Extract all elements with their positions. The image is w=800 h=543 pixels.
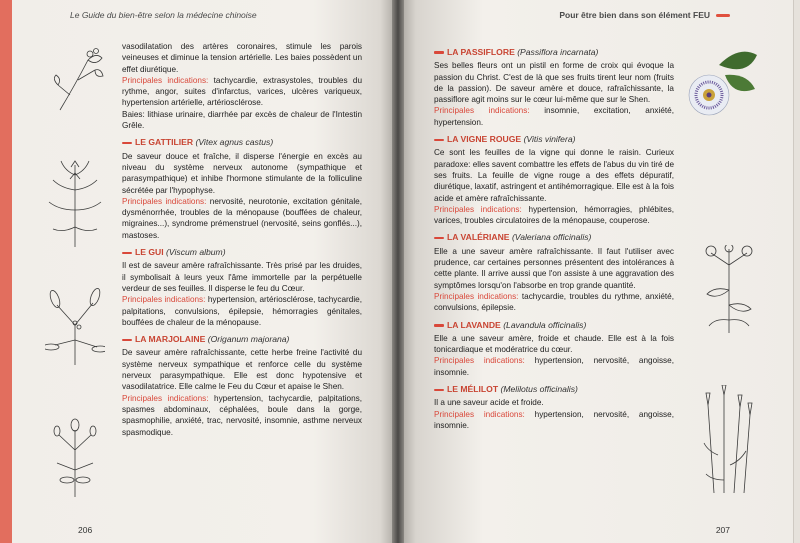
entry-heading xyxy=(434,134,674,145)
entry-gattilier xyxy=(122,137,362,241)
entry-latin: (Lavandula officinalis) xyxy=(503,319,587,330)
entry-vigne-rouge xyxy=(434,134,674,226)
indications-label: Principales indications: xyxy=(434,291,519,301)
intro-paragraph: vasodilatation des artères coronaires, stimule les parois veineuses et diminue la tension artérielle. Les baies possèdent un effet diurétique. xyxy=(122,42,362,74)
entry-latin: (Vitex agnus castus) xyxy=(195,137,274,148)
heading-dash-icon xyxy=(434,389,444,392)
indications-label: Principales indications: xyxy=(434,409,525,419)
book-gutter xyxy=(392,0,404,543)
entry-name: LA VALÉRIANE xyxy=(447,232,510,243)
indications-label: Principales indications: xyxy=(122,75,209,85)
entry-name: LE GATTILIER xyxy=(135,137,194,148)
heading-dash-icon xyxy=(122,252,132,255)
entry-text: De saveur douce et fraîche, il disperse l'énergie en excès au niveau du système nerveux autonome (sympathique et parasympathique) et inhibe l'hormone stimulante de la folliculine sécrétée par l'hypophyse. xyxy=(122,151,362,195)
entry-heading xyxy=(434,47,674,58)
indications-text: hypertension, hémorragies, phlébites, varices, troubles circulatoires de la ménopause, couperose. xyxy=(434,204,674,226)
entry-latin: (Melilotus officinalis) xyxy=(500,384,578,395)
entry-latin: (Viscum album) xyxy=(166,247,226,258)
valerian-illustration-icon xyxy=(699,245,759,335)
entry-indications xyxy=(434,291,674,314)
entry-name: LA VIGNE ROUGE xyxy=(447,134,522,145)
entry-indications xyxy=(122,196,362,241)
entry-text: Ses belles fleurs ont un pistil en forme de croix qui évoque la passion du Christ. C'est de là que ses fruits tirent leur nom (fruits de la passion). De saveur amère et douce, rafraîchissante, la passiflore agit moins sur le cœur lui-même que sur le Shen. xyxy=(434,61,674,105)
page-number-left: 206 xyxy=(78,525,93,535)
intro-berries: Baies: lithiase urinaire, diarrhée par excès de chaleur de l'Intestin Grêle. xyxy=(122,109,362,131)
indications-text: hypertension, nervosité, angoisse, insomnie. xyxy=(434,409,674,430)
entry-name: LE MÉLILOT xyxy=(447,384,499,395)
intro-indications xyxy=(122,75,362,109)
entry-heading xyxy=(434,232,674,243)
indications-text: hypertension, nervosité, angoisse, insomnie. xyxy=(434,356,674,377)
mistletoe-illustration-icon xyxy=(45,285,105,370)
entry-melilot xyxy=(434,384,674,431)
running-head-right xyxy=(559,10,730,20)
indications-label: Principales indications: xyxy=(122,393,209,403)
entry-lavande xyxy=(434,320,674,378)
passionflower-illustration-icon xyxy=(679,45,759,125)
chasteberry-illustration-icon xyxy=(45,155,105,250)
heading-dash-icon xyxy=(434,139,444,142)
entry-heading xyxy=(122,334,362,345)
entry-latin: (Valeriana officinalis) xyxy=(511,232,592,243)
hawthorn-illustration-icon xyxy=(50,40,105,115)
indications-text: hypertension, artériosclérose, tachycardie, palpitations, convulsions, épilepsie, hémorragies génitales, bouffées de chaleur de la ménopause. xyxy=(122,295,362,327)
indications-label: Principales indications: xyxy=(122,295,206,305)
entry-indications xyxy=(434,355,674,378)
entry-text: De saveur amère rafraîchissante, cette herbe freine l'activité du système nerveux sympathique et renforce celle du système nerveux parasympathique. Elle est donc hypotensive et vasodilatatrice. Elle calme le Feu du Cœur et apaise le Shen. xyxy=(122,348,362,392)
running-head-dash-icon xyxy=(716,14,730,17)
entry-indications xyxy=(434,204,674,227)
entry-valeriane xyxy=(434,232,674,313)
indications-text: insomnie, excitation, anxiété, hypertension. xyxy=(434,106,674,127)
marjoram-illustration-icon xyxy=(45,415,105,500)
entry-gui xyxy=(122,247,362,328)
indications-text: hypertension, tachycardie, palpitations, spasmes abdominaux, céphalées, boule dans la gorge, spasmophilie, anxiété, trac, nervosité, insomnie, asthme nerveux spasmodique. xyxy=(122,393,362,437)
entry-passiflore xyxy=(434,47,674,128)
entry-name: LE GUI xyxy=(135,247,164,258)
entry-indications xyxy=(434,409,674,432)
entry-heading xyxy=(122,137,362,148)
heading-dash-icon xyxy=(434,51,444,54)
entry-heading xyxy=(434,320,674,331)
indications-label: Principales indications: xyxy=(122,196,207,206)
heading-dash-icon xyxy=(434,324,444,327)
entry-heading xyxy=(434,384,674,395)
entry-text: Il a une saveur acide et froide. xyxy=(434,398,544,408)
entry-name: LA MARJOLAINE xyxy=(135,334,206,345)
right-page-edges xyxy=(793,0,800,543)
heading-dash-icon xyxy=(122,339,132,342)
indications-label: Principales indications: xyxy=(434,204,522,214)
entry-indications xyxy=(122,393,362,438)
entry-latin: (Passiflora incarnata) xyxy=(517,47,599,57)
entry-text: Ce sont les feuilles de la vigne qui donne le raisin. Curieux paradoxe: elles savent combattre les effets de l'abus du vin tiré de ses fruits. La feuille de vigne rouge a des effets dépuratif, diurétique, laxatif, astringent et antihémorragique. Elle est à la fois acide et amère rafraîchissante. xyxy=(434,148,674,203)
indications-label: Principales indications: xyxy=(434,356,525,366)
running-head-left: Le Guide du bien-être selon la médecine chinoise xyxy=(70,10,257,20)
left-color-bleed xyxy=(0,0,12,543)
indications-text: nervosité, neurotonie, excitation génitale, dysménorrhée, troubles de la ménopause (bouffées de chaleur, migraines...), syndrome prémenstruel (nervosité, seins gonflés...), mastoses. xyxy=(122,196,362,240)
left-page xyxy=(0,0,392,543)
entry-marjolaine xyxy=(122,334,362,438)
entry-indications xyxy=(434,105,674,128)
entry-text: Elle a une saveur amère rafraîchissante. Il faut l'utiliser avec prudence, car certaines personnes présentent des intolérances à cette plante. Il arrive aussi que l'on assiste à une aggravation des symptômes lorsqu'on l'absorbe en trop grande quantité. xyxy=(434,246,674,290)
entry-name: LA LAVANDE xyxy=(447,319,501,330)
indications-text: tachycardie, troubles du rythme, anxiété, convulsions, épilepsie. xyxy=(434,291,674,313)
entry-indications xyxy=(122,294,362,328)
indications-text: tachycardie, extrasystoles, troubles du rythme, angor, suites d'infarctus, varices, ulcères variqueux, hypertension artérielle, artériosclérose. xyxy=(122,75,362,108)
entry-heading xyxy=(122,247,362,258)
running-head-text: Pour être bien dans son élément FEU xyxy=(559,10,710,20)
right-text-column xyxy=(434,41,674,431)
entry-latin: (Vitis vinifera) xyxy=(523,134,576,145)
entry-text: Elle a une saveur amère, froide et chaude. Elle est à la fois tonicardiaque et modératrice du cœur. xyxy=(434,333,674,355)
entry-text: Il est de saveur amère rafraîchissante. Très prisé par les druides, il symbolisait à leurs yeux l'âme immortelle par la perpétuelle verdeur de ses feuilles. Il disperse le feu du Cœur. xyxy=(122,261,362,293)
entry-name: LA PASSIFLORE xyxy=(447,47,515,57)
indications-label: Principales indications: xyxy=(434,106,530,116)
left-text-column xyxy=(122,41,362,438)
heading-dash-icon xyxy=(434,237,444,240)
right-page xyxy=(404,0,800,543)
heading-dash-icon xyxy=(122,142,132,145)
lavender-illustration-icon xyxy=(694,385,764,495)
page-number-right: 207 xyxy=(715,525,730,535)
entry-latin: (Origanum majorana) xyxy=(207,334,290,345)
